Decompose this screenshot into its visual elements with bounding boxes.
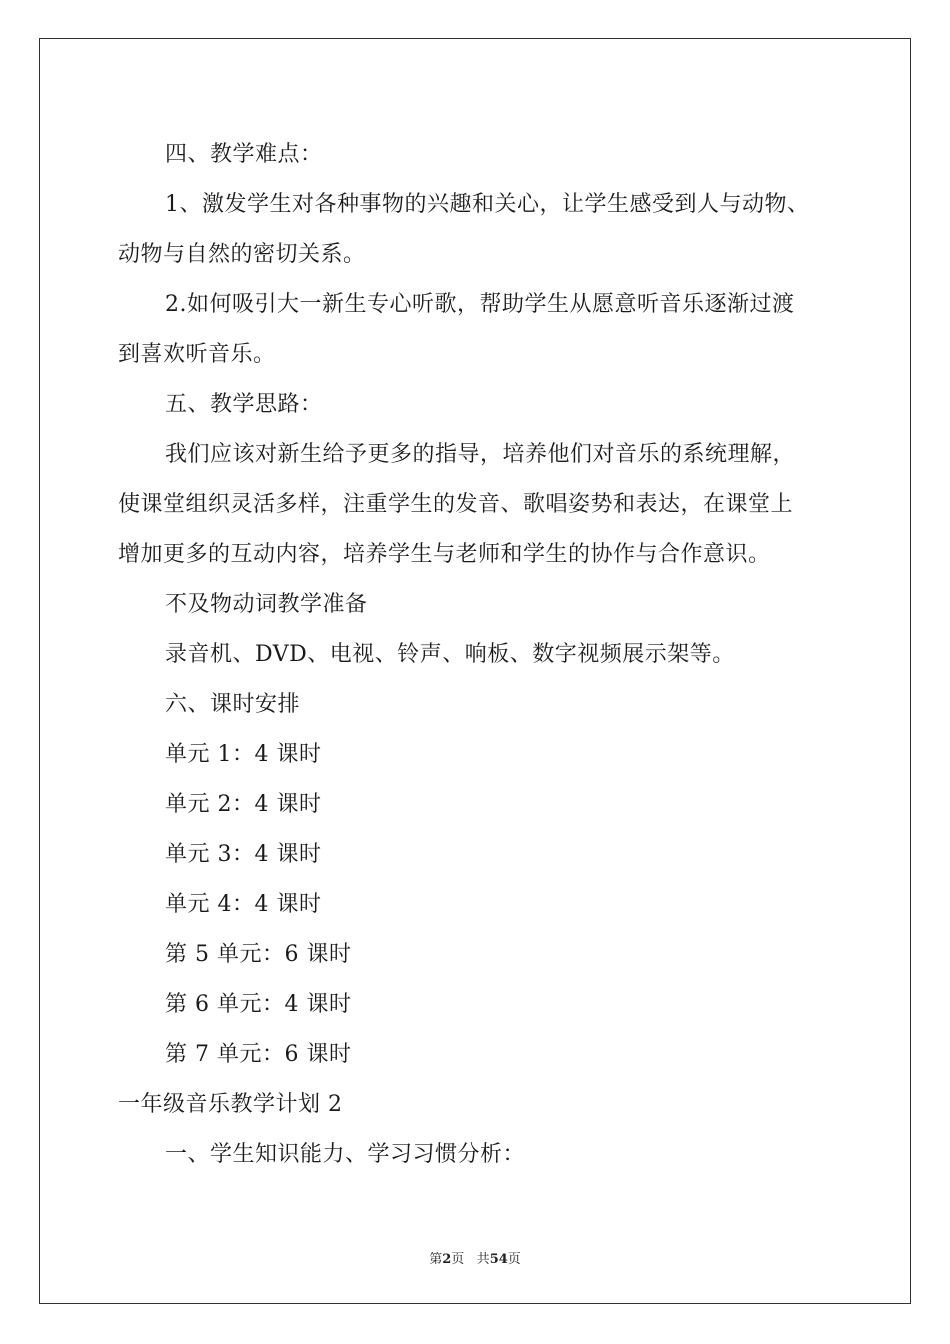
heading-preparation: 不及物动词教学准备: [165, 592, 368, 617]
footer-page-suffix: 页: [451, 1252, 465, 1267]
footer-total-pages: 54: [489, 1252, 508, 1267]
footer-total-suffix: 页: [507, 1252, 521, 1267]
schedule-item: 第 7 单元：6 课时: [165, 1042, 352, 1067]
footer-page-prefix: 第: [429, 1252, 443, 1267]
heading-student-analysis: 一、学生知识能力、学习习惯分析：: [165, 1142, 526, 1167]
schedule-item: 单元 2：4 课时: [165, 792, 322, 817]
heading-teaching-difficulties: 四、教学难点：: [165, 142, 323, 167]
paragraph-line: 2.如何吸引大一新生专心听歌，帮助学生从愿意听音乐逐渐过渡: [165, 292, 795, 317]
paragraph-line: 我们应该对新生给予更多的指导，培养他们对音乐的系统理解，: [165, 442, 796, 467]
paragraph-line: 到喜欢听音乐。: [118, 342, 276, 367]
document-body: [118, 130, 838, 1180]
paragraph-line: 1、激发学生对各种事物的兴趣和关心，让学生感受到人与动物、: [165, 192, 810, 217]
schedule-item: 单元 1：4 课时: [165, 742, 322, 767]
paragraph-line: 录音机、DVD、电视、铃声、响板、数字视频展示架等。: [165, 642, 735, 667]
section-title: 一年级音乐教学计划 2: [118, 1092, 343, 1117]
paragraph-line: 增加更多的互动内容，培养学生与老师和学生的协作与合作意识。: [118, 542, 771, 567]
heading-schedule: 六、课时安排: [165, 692, 301, 717]
footer-page-number: 2: [442, 1252, 452, 1267]
paragraph-line: 使课堂组织灵活多样，注重学生的发音、歌唱姿势和表达，在课堂上: [118, 492, 794, 517]
schedule-item: 单元 3：4 课时: [165, 842, 322, 867]
page-footer: [0, 1248, 950, 1267]
heading-teaching-ideas: 五、教学思路：: [165, 392, 323, 417]
paragraph-line: 动物与自然的密切关系。: [118, 242, 366, 267]
footer-total-prefix: 共: [476, 1252, 490, 1267]
schedule-item: 单元 4：4 课时: [165, 892, 322, 917]
schedule-item: 第 5 单元：6 课时: [165, 942, 352, 967]
schedule-item: 第 6 单元：4 课时: [165, 992, 352, 1017]
